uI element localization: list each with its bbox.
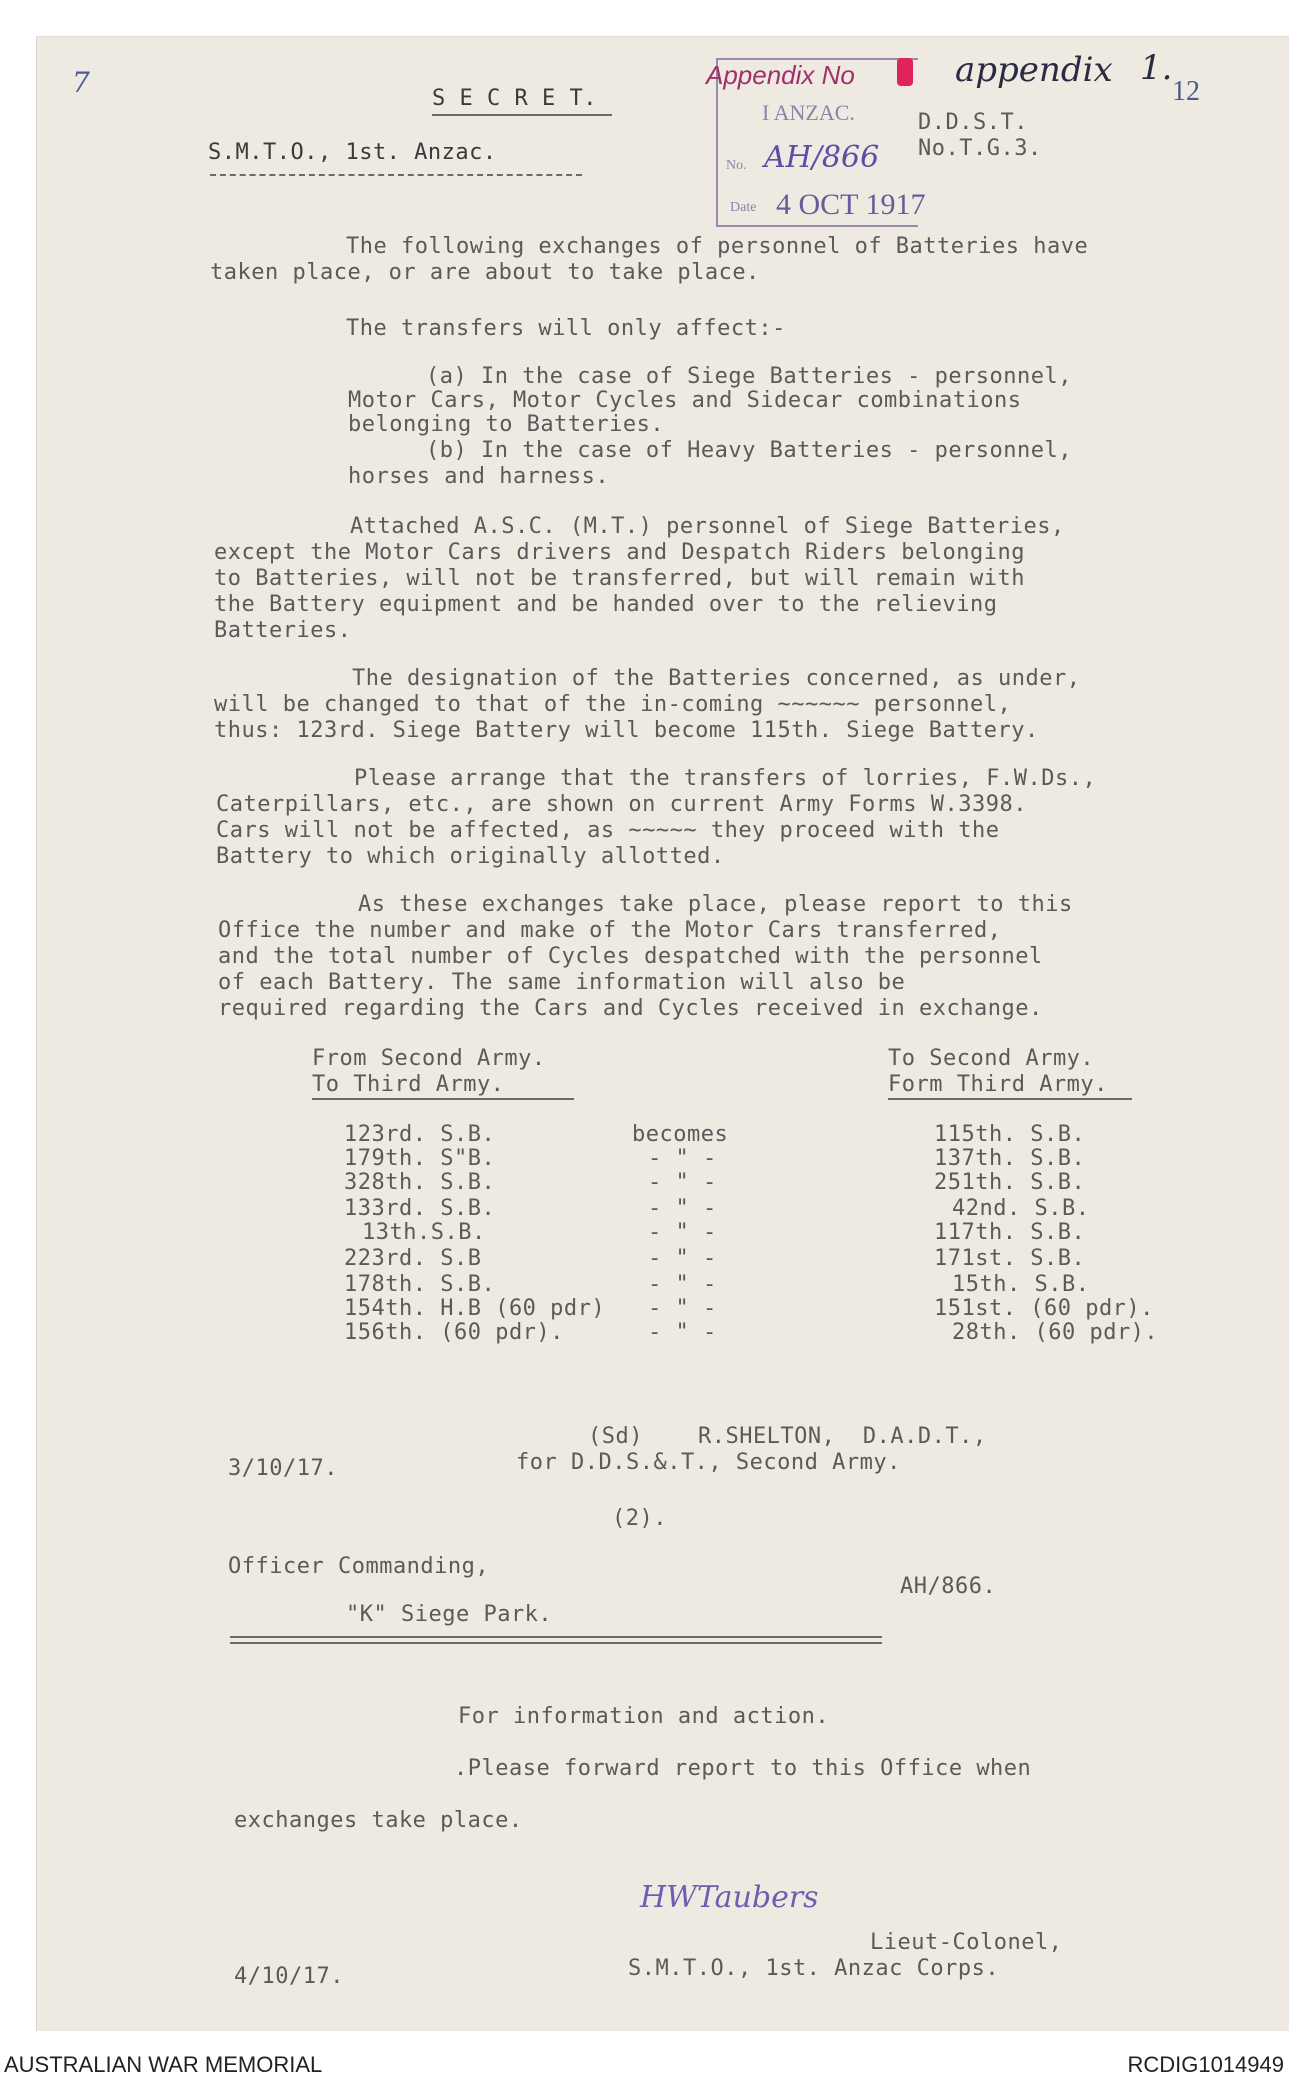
table-left-heading-2: To Third Army. xyxy=(312,1072,505,1097)
paragraph-4-line-5: Batteries. xyxy=(214,618,352,643)
signature-1-line-2: for D.D.S.&.T., Second Army. xyxy=(516,1450,901,1475)
addressee: S.M.T.O., 1st. Anzac. xyxy=(208,140,497,165)
table-row-to: 42nd. S.B. xyxy=(952,1196,1090,1221)
table-row-mid: - " - xyxy=(648,1220,717,1245)
paragraph-1-line-2: taken place, or are about to take place. xyxy=(210,260,760,285)
table-row-mid: - " - xyxy=(648,1320,717,1345)
paragraph-1-line-1: The following exchanges of personnel of Batteries have xyxy=(346,234,1089,259)
table-row-mid: - " - xyxy=(648,1296,717,1321)
second-part-addressee-1: Officer Commanding, xyxy=(228,1554,490,1579)
paragraph-7-line-5: required regarding the Cars and Cycles received in exchange. xyxy=(218,996,1043,1021)
table-right-heading-2: Form Third Army. xyxy=(888,1072,1108,1097)
folio-number: 12 xyxy=(1172,76,1200,107)
table-row-from: 328th. S.B. xyxy=(344,1170,496,1195)
table-row-from: 178th. S.B. xyxy=(344,1272,496,1297)
table-row-mid: - " - xyxy=(648,1146,717,1171)
second-part-reference: AH/866. xyxy=(900,1574,997,1599)
table-left-heading-underline xyxy=(312,1098,574,1100)
table-row-from: 179th. S"B. xyxy=(344,1146,496,1171)
double-rule-bottom xyxy=(230,1642,882,1644)
signature-1-line-1: (Sd) R.SHELTON, D.A.D.T., xyxy=(588,1424,987,1449)
item-a-line-2: Motor Cars, Motor Cycles and Sidecar combinations xyxy=(348,388,1022,413)
paragraph-6-line-4: Battery to which originally allotted. xyxy=(216,844,725,869)
table-row-to: 28th. (60 pdr). xyxy=(952,1320,1159,1345)
table-row-to: 15th. S.B. xyxy=(952,1272,1090,1297)
table-row-to: 137th. S.B. xyxy=(934,1146,1086,1171)
paragraph-4-line-3: to Batteries, will not be transferred, but will remain with xyxy=(214,566,1025,591)
paragraph-7-line-3: and the total number of Cycles despatched with the personnel xyxy=(218,944,1043,969)
table-row-from: 223rd. S.B xyxy=(344,1246,482,1271)
second-part-line-2: .Please forward report to this Office when xyxy=(454,1756,1032,1781)
paragraph-5-line-1: The designation of the Batteries concerned, as under, xyxy=(352,666,1081,691)
paragraph-6-line-3: Cars will not be affected, as ~~~~~ they proceed with the xyxy=(216,818,1000,843)
stamp-date-value: 4 OCT 1917 xyxy=(776,188,926,221)
paragraph-5-line-3: thus: 123rd. Siege Battery will become 115th. Siege Battery. xyxy=(214,718,1039,743)
stamp-no-label: No. xyxy=(726,158,747,173)
second-part-addressee-2: "K" Siege Park. xyxy=(346,1602,553,1627)
table-row-from: 156th. (60 pdr). xyxy=(344,1320,564,1345)
table-row-mid: - " - xyxy=(648,1272,717,1297)
signature-1-date: 3/10/17. xyxy=(228,1456,338,1481)
table-right-heading-1: To Second Army. xyxy=(888,1046,1095,1071)
table-row-mid: - " - xyxy=(648,1246,717,1271)
stamp-unit: I ANZAC. xyxy=(762,100,855,125)
paragraph-4-line-2: except the Motor Cars drivers and Despatch Riders belonging xyxy=(214,540,1025,565)
table-row-mid: - " - xyxy=(648,1196,717,1221)
signature-2-title: S.M.T.O., 1st. Anzac Corps. xyxy=(628,1956,1000,1981)
table-row-mid: becomes xyxy=(632,1122,729,1147)
second-part-line-3: exchanges take place. xyxy=(234,1808,523,1833)
page-mark: 7 xyxy=(72,66,90,99)
footer-record-id: RCDIG1014949 xyxy=(1127,2052,1284,2077)
table-row-to: 251th. S.B. xyxy=(934,1170,1086,1195)
stamp-no-value: AH/866 xyxy=(764,140,880,175)
appendix-annotation-number: 1. xyxy=(1140,48,1173,88)
table-row-from: 154th. H.B (60 pdr) xyxy=(344,1296,606,1321)
stamp-date-label: Date xyxy=(730,200,757,215)
signature-2-date: 4/10/17. xyxy=(234,1964,344,1989)
footer-archive-name: AUSTRALIAN WAR MEMORIAL xyxy=(4,2052,323,2077)
item-a-line-3: belonging to Batteries. xyxy=(348,412,665,437)
paragraph-4-line-4: the Battery equipment and be handed over to the relieving xyxy=(214,592,998,617)
table-row-to: 151st. (60 pdr). xyxy=(934,1296,1154,1321)
table-left-heading-1: From Second Army. xyxy=(312,1046,546,1071)
item-b-line-1: (b) In the case of Heavy Batteries - personnel, xyxy=(426,438,1073,463)
paragraph-7-line-1: As these exchanges take place, please report to this xyxy=(358,892,1073,917)
item-b-line-2: horses and harness. xyxy=(348,464,610,489)
paragraph-7-line-2: Office the number and make of the Motor Cars transferred, xyxy=(218,918,1002,943)
paragraph-2: The transfers will only affect:- xyxy=(346,316,786,341)
stamp-red-mark xyxy=(897,58,913,86)
handwritten-signature: HWTaubers xyxy=(640,1880,819,1915)
double-rule-top xyxy=(230,1636,882,1638)
second-part-number: (2). xyxy=(612,1506,667,1531)
table-row-to: 115th. S.B. xyxy=(934,1122,1086,1147)
addressee-underline xyxy=(210,174,582,176)
paragraph-6-line-2: Caterpillars, etc., are shown on current Army Forms W.3398. xyxy=(216,792,1027,817)
table-row-from: 13th.S.B. xyxy=(362,1220,486,1245)
paragraph-6-line-1: Please arrange that the transfers of lorries, F.W.Ds., xyxy=(354,766,1097,791)
second-part-line-1: For information and action. xyxy=(458,1704,830,1729)
table-row-to: 171st. S.B. xyxy=(934,1246,1086,1271)
paragraph-5-line-2: will be changed to that of the in-coming ~~~~~~ personnel, xyxy=(214,692,1012,717)
table-row-mid: - " - xyxy=(648,1170,717,1195)
signature-2-rank: Lieut-Colonel, xyxy=(870,1930,1063,1955)
reference-office: D.D.S.T. xyxy=(918,110,1028,135)
paragraph-7-line-4: of each Battery. The same information will also be xyxy=(218,970,906,995)
table-row-to: 117th. S.B. xyxy=(934,1220,1086,1245)
paragraph-4-line-1: Attached A.S.C. (M.T.) personnel of Siege Batteries, xyxy=(350,514,1065,539)
table-right-heading-underline xyxy=(888,1098,1132,1100)
stamp-title: Appendix No xyxy=(706,60,855,90)
classification-underline xyxy=(432,114,612,116)
item-a-line-1: (a) In the case of Siege Batteries - personnel, xyxy=(426,364,1073,389)
appendix-annotation: appendix xyxy=(955,50,1113,90)
reference-number: No.T.G.3. xyxy=(918,136,1042,161)
classification-heading: S E C R E T. xyxy=(432,86,597,111)
table-row-from: 123rd. S.B. xyxy=(344,1122,496,1147)
table-row-from: 133rd. S.B. xyxy=(344,1196,496,1221)
